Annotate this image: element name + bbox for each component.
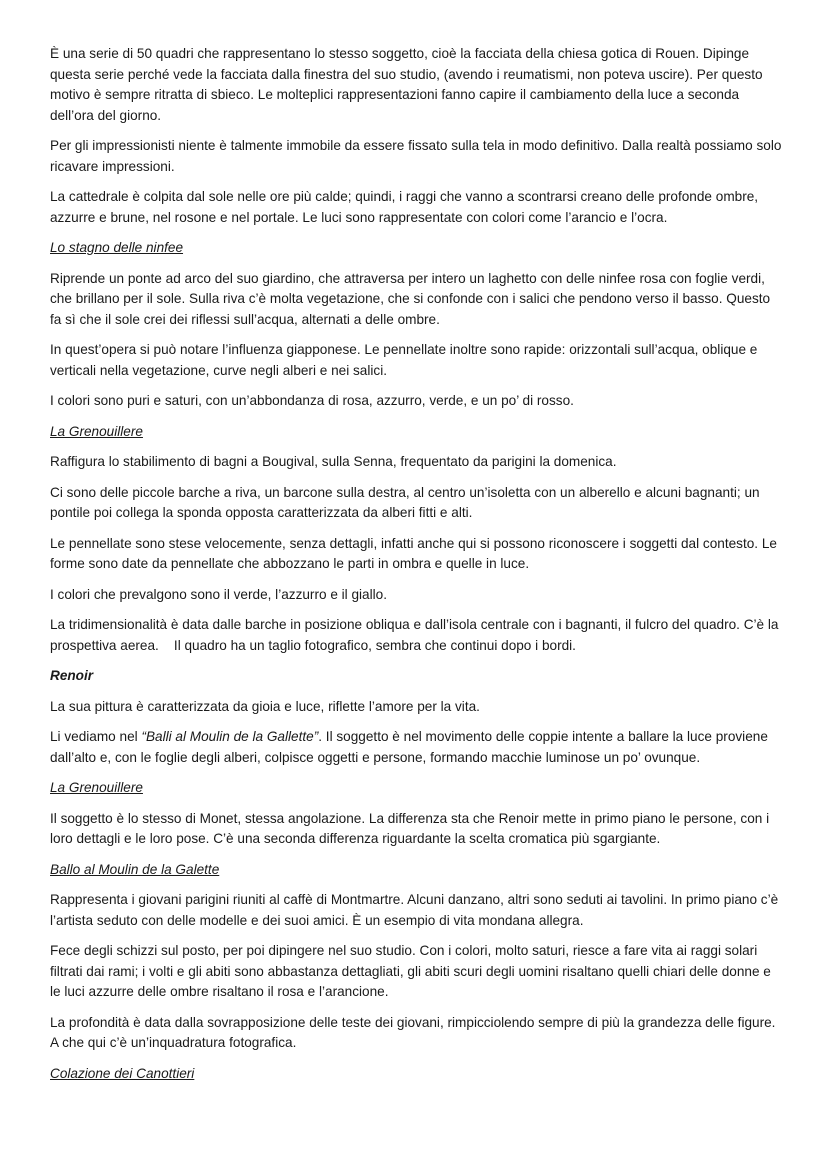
paragraph-grenouillere-renoir: Il soggetto è lo stesso di Monet, stessa angolazione. La differenza sta che Renoir mette in primo piano le persone, con i loro dettagli e le loro pose. C’è una seconda differenza riguardante la scelta cromatica più sgargiante. [50, 810, 770, 846]
paragraph-cattedrale-luce: La cattedrale è colpita dal sole nelle ore più calde; quindi, i raggi che vanno a scontrarsi creano delle profonde ombre, azzurre e brune, nel rosone e nel portale. Le luci sono rappresentate con colori come l’arancio e l’ocra. [50, 189, 759, 225]
paragraph-renoir-balli-rest: . Il soggetto è nel movimento delle coppie intente a ballare la luce proviene dall’alto e, con le foglie degli alberi, colpisce oggetti e persone, formando macchie luminose un po’ ovunque. [50, 729, 768, 765]
paragraph-renoir-balli [50, 727, 785, 768]
document-page [50, 44, 785, 1094]
paragraph-stagno-influenza: In quest’opera si può notare l’influenza giapponese. Le pennellate inoltre sono rapide: orizzontali sull’acqua, oblique e verticali nella vegetazione, curve negli alberi e nei salici. [50, 342, 758, 378]
paragraph-ballo-schizzi: Fece degli schizzi sul posto, per poi dipingere nel suo studio. Con i colori, molto saturi, riesce a fare vita ai raggi solari filtrati dai rami; i volti e gli abiti sono abbastanza dettagliati, gli abiti scuri degli uomini risaltano quelli chiari delle donne e le luci azzurre delle ombre risaltano il rosa e l’arancione. [50, 943, 771, 999]
paragraph-stagno-descrizione: Riprende un ponte ad arco del suo giardino, che attraversa per intero un laghetto con delle ninfee rosa con foglie verdi, che brillano per il sole. Sulla riva c’è molta vegetazione, che si confonde con i salici che pendono verso il basso. Questo fa sì che il sole crei dei riflessi sull’acqua, alternati a delle ombre. [50, 270, 771, 327]
heading-colazione-canottieri: Colazione dei Canottieri [50, 1065, 195, 1081]
paragraph-stagno-colori: I colori sono puri e saturi, con un’abbondanza di rosa, azzurro, verde, e un po’ di rosso. [50, 393, 574, 408]
heading-stagno-ninfee: Lo stagno delle ninfee [50, 240, 184, 255]
paragraph-grenouillere-raffigura: Raffigura lo stabilimento di bagni a Bougival, sulla Senna, frequentato da parigini la domenica. [50, 454, 617, 469]
heading-grenouillere-renoir: La Grenouillere [50, 780, 143, 795]
paragraph-cattedrale-intro: È una serie di 50 quadri che rappresentano lo stesso soggetto, cioè la facciata della chiesa gotica di Rouen. Dipinge questa serie perché vede la facciata dalla finestra del suo studio, (avendo i reumatismi, non poteva uscire). Per questo motivo è sempre ritratta di sbieco. Le molteplici rappresentazioni fanno capire il cambiamento della luce a seconda dell’ora del giorno. [50, 46, 763, 123]
artwork-title-balli: “Balli al Moulin de la Gallette” [141, 729, 319, 744]
heading-ballo-moulin: Ballo al Moulin de la Galette [50, 861, 220, 877]
paragraph-grenouillere-colori: I colori che prevalgono sono il verde, l’azzurro e il giallo. [50, 586, 387, 602]
paragraph-renoir-balli-lead: Li vediamo nel [50, 729, 142, 744]
heading-grenouillere-monet: La Grenouillere [50, 423, 143, 439]
paragraph-ballo-rappresenta: Rappresenta i giovani parigini riuniti al caffè di Montmartre. Alcuni danzano, altri sono seduti ai tavolini. In primo piano c’è l’artista seduto con delle modelle e dei suoi amici. È un esempio di vita mondana allegra. [50, 892, 779, 928]
paragraph-renoir-pittura: La sua pittura è caratterizzata da gioia e luce, riflette l’amore per la vita. [50, 698, 480, 714]
paragraph-grenouillere-tridimensionalita: La tridimensionalità è data dalle barche in posizione obliqua e dall’isola centrale con i bagnanti, il fulcro del quadro. C’è la prospettiva aerea. Il quadro ha un taglio fotografico, sembra che continui dopo i bordi. [50, 617, 783, 653]
paragraph-ballo-profondita: La profondità è data dalla sovrapposizione delle teste dei giovani, rimpicciolendo sempre di più la grandezza delle figure. A che qui c’è un’inquadratura fotografica. [50, 1014, 776, 1050]
heading-renoir: Renoir [50, 668, 94, 683]
paragraph-grenouillere-barche: Ci sono delle piccole barche a riva, un barcone sulla destra, al centro un’isoletta con un alberello e alcuni bagnanti; un pontile poi collega la sponda opposta caratterizzata da alberi fitti e alti. [50, 484, 760, 520]
paragraph-impressionisti: Per gli impressionisti niente è talmente immobile da essere fissato sulla tela in modo definitivo. Dalla realtà possiamo solo ricavare impressioni. [50, 138, 782, 174]
paragraph-grenouillere-pennellate: Le pennellate sono stese velocemente, senza dettagli, infatti anche qui si possono riconoscere i soggetti dal contesto. Le forme sono date da pennellate che abbozzano le parti in ombra e quelle in luce. [50, 535, 777, 571]
